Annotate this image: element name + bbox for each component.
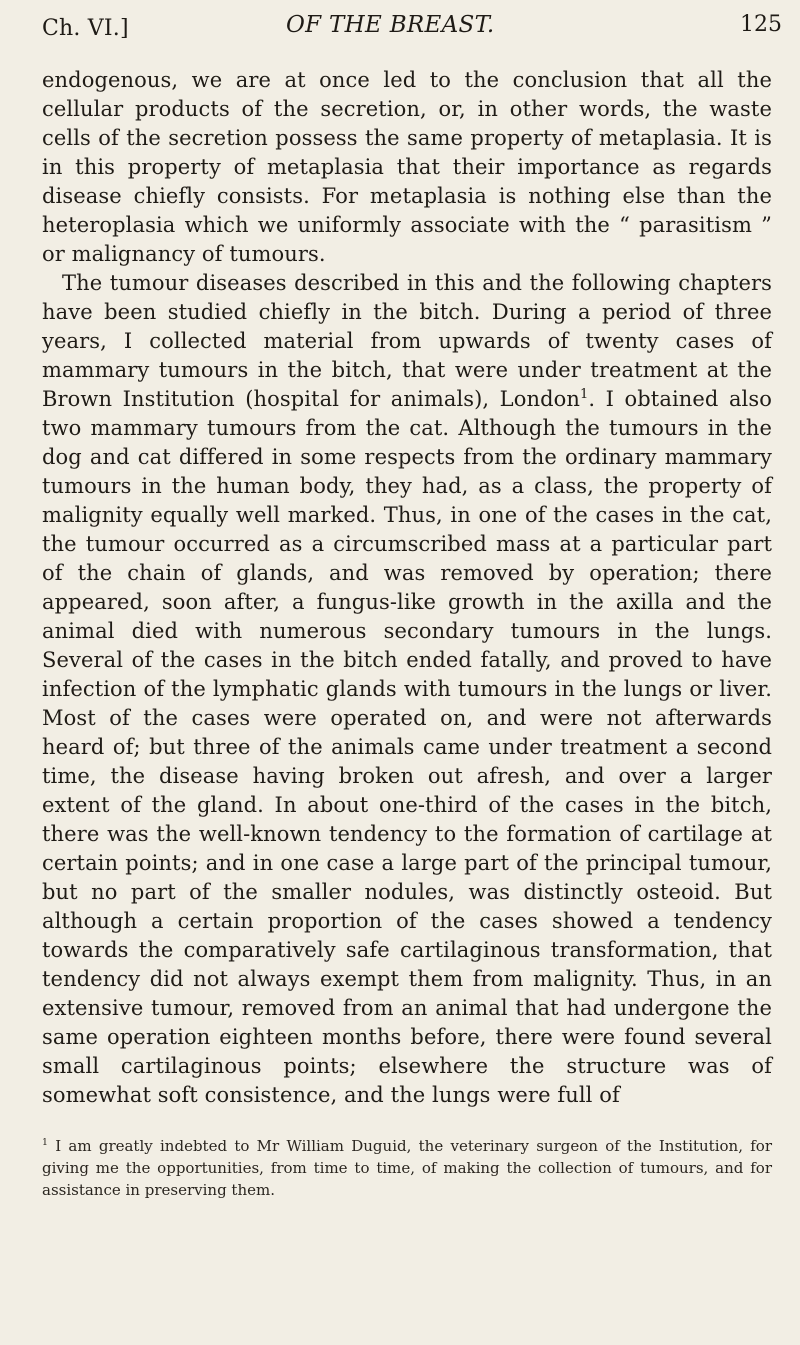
paragraph-2-part-1: The tumour diseases described in this and the following chapters have been studied chiefly in the bitch. During a period of three years, I collected material from upwards of twenty cases of mammary tumours in the bitch, that were under treatment at the Brown Institution (hospital for animals), London [42,271,772,411]
footnote-reference: 1 [580,387,589,402]
paragraph-2-part-2: . I obtained also two mammary tumours from the cat. Although the tumours in the dog and cat differed in some respects from the ordinary mammary tumours in the human body, they had, as a class, the property of malignity equally well marked. Thus, in one of the cases in the cat, the tumour occurred as a circumscribed mass at a particular part of the chain of glands, and was removed by operation; there appeared, soon after, a fungus-like growth in the axilla and the animal died with numerous secondary tumours in the lungs. Several of the cases in the bitch ended fatally, and proved to have infection of the lymphatic glands with tumours in the lungs or liver. Most of the cases were operated on, and were not afterwards heard of; but three of the animals came under treatment a second time, the disease having broken out afresh, and over a larger extent of the gland. In about one-third of the cases in the bitch, there was the well-known tendency to the formation of cartilage at certain points; and in one case a large part of the principal tumour, but no part of the smaller nodules, was distinctly osteoid. But although a certain proportion of the cases showed a tendency towards the comparatively safe cartilaginous transformation, that tendency did not always exempt them from malignity. Thus, in an extensive tumour, removed from an animal that had undergone the same operation eighteen months before, there were found several small cartilaginous points; elsewhere the structure was of somewhat soft consistence, and the lungs were full of [42,387,772,1107]
body-text [42,66,772,1110]
book-page [42,0,782,1199]
footnote-text: I am greatly indebted to Mr William Duguid, the veterinary surgeon of the Institution, for giving me the opportunities, from time to time, of making the collection of tumours, and for assistance in preserving them. [42,1137,772,1199]
running-head [42,0,782,58]
footnote-marker: 1 [42,1137,48,1148]
paragraph-2 [42,269,772,1110]
paragraph-1: endogenous, we are at once led to the conclusion that all the cellular products of the secretion, or, in other words, the waste cells of the secretion possess the same property of metaplasia. It is in this property of metaplasia that their importance as regards disease chiefly consists. For metaplasia is nothing else than the heteroplasia which we uniformly associate with the “ parasitism ” or malignancy of tumours. [42,68,772,266]
footnote [42,1135,772,1201]
chapter-label: Ch. VI.] [42,16,129,41]
running-title: OF THE BREAST. [286,12,495,38]
page-number: 125 [740,12,782,37]
